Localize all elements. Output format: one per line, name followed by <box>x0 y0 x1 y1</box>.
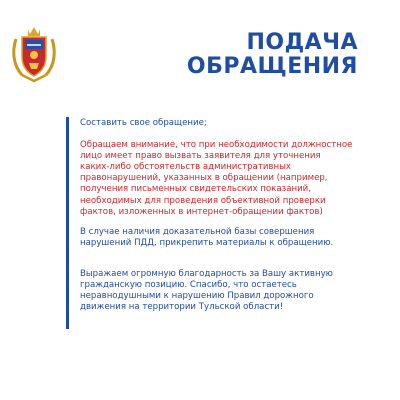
page-title <box>187 31 358 79</box>
thanks-line: движения на территории Тульской области! <box>80 302 284 313</box>
warning-line: каких-либо обстоятельств административных <box>80 162 291 173</box>
warning-paragraph <box>80 140 370 218</box>
title-line-2: ОБРАЩЕНИЯ <box>186 54 358 79</box>
traffic-police-emblem-icon <box>10 25 58 83</box>
warning-line: фактов, изложенных в интернет-обращении фактов) <box>80 206 323 217</box>
thanks-line: гражданскую позицию. Спасибо, что остаетесь <box>80 280 297 291</box>
warning-line: Обращаем внимание, что при необходимости должностное <box>80 140 353 151</box>
warning-line: правонарушений, указанных в обращении (например, <box>80 173 328 184</box>
notice-body <box>80 118 370 313</box>
warning-line: получения письменных свидетельских показаний, <box>80 184 311 195</box>
thanks-line: неравнодушными к нарушению Правил дорожного <box>80 291 314 302</box>
warning-line: необходимых для проведения объективной проверки <box>80 195 326 206</box>
thanks-line: Выражаем огромную благодарность за Вашу активную <box>80 268 333 279</box>
evidence-paragraph <box>80 227 370 249</box>
warning-line: лицо имеет право вызвать заявителя для уточнения <box>80 151 321 162</box>
evidence-line: В случае наличия доказательной базы совершения <box>80 226 315 237</box>
intro-text: Составить свое обращение; <box>80 118 207 128</box>
evidence-line: нарушений ПДД, прикрепить материалы к обращению. <box>80 237 334 248</box>
thanks-paragraph <box>80 269 370 313</box>
accent-bar <box>66 117 69 329</box>
title-line-1: ПОДАЧА <box>246 30 358 55</box>
